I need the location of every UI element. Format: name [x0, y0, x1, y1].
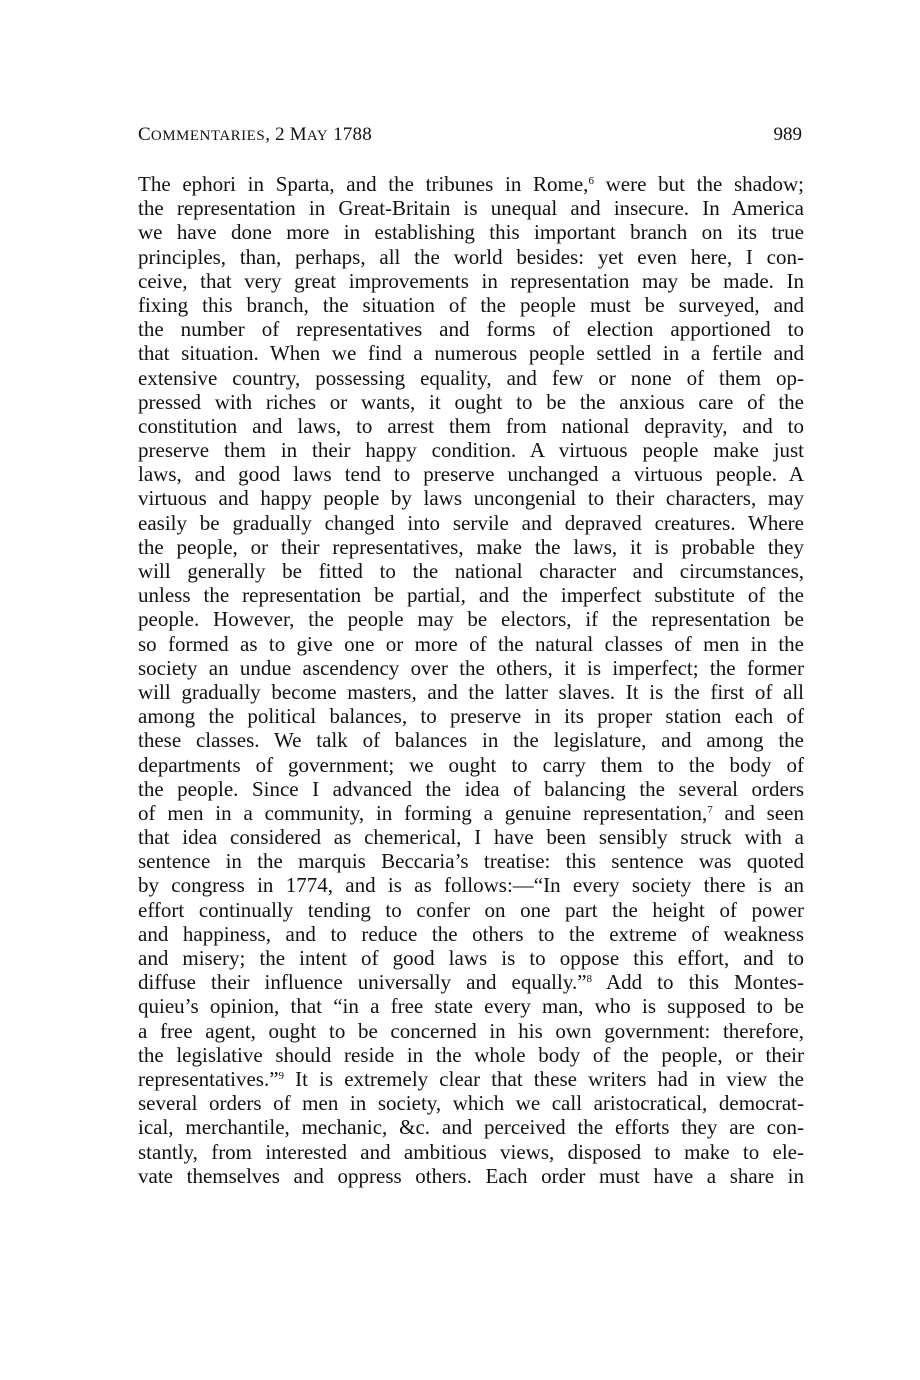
text-segment: easily be gradually changed into servile and depraved creatures. Where [138, 510, 804, 535]
text-segment: people. However, the people may be electors, if the representation be [138, 607, 804, 632]
text-line [138, 1164, 804, 1188]
text-line [138, 390, 804, 414]
text-line [138, 366, 804, 390]
text-segment: these classes. We talk of balances in the legislature, and among the [138, 728, 804, 753]
text-line [138, 1140, 804, 1164]
running-head-date-part: , 2 M [265, 124, 307, 145]
text-line [138, 438, 804, 462]
running-head-smallcaps: OMMENTARIES [150, 128, 266, 144]
text-segment: and seen [712, 800, 804, 825]
running-head-year: 1788 [328, 124, 372, 145]
text-segment: society an undue ascendency over the others, it is imperfect; the former [138, 655, 804, 680]
text-line [138, 1091, 804, 1115]
text-line [138, 873, 804, 897]
text-line [138, 317, 804, 341]
text-line [138, 994, 804, 1018]
text-line [138, 511, 804, 535]
text-segment: sentence in the marquis Beccaria’s treatise: this sentence was quoted [138, 849, 804, 874]
text-line [138, 680, 804, 704]
footnote-marker: 8 [586, 973, 593, 986]
text-segment: by congress in 1774, and is as follows:—“In every society there is an [138, 873, 804, 898]
text-segment: several orders of men in society, which we call aristocratical, democrat- [138, 1091, 804, 1116]
text-line [138, 559, 804, 583]
text-line [138, 341, 804, 365]
text-segment: will generally be fitted to the national character and circumstances, [138, 559, 804, 583]
text-line [138, 704, 804, 728]
page-number: 989 [773, 124, 802, 145]
text-line [138, 1067, 804, 1091]
text-segment: The ephori in Sparta, and the tribunes in Rome, [138, 172, 589, 196]
text-line [138, 535, 804, 559]
running-head [138, 124, 372, 146]
text-line [138, 656, 804, 680]
text-line [138, 632, 804, 656]
text-segment: will gradually become masters, and the latter slaves. It is the first of all [138, 679, 804, 704]
text-line [138, 245, 804, 269]
text-line [138, 1115, 804, 1139]
text-line [138, 898, 804, 922]
text-segment: virtuous and happy people by laws uncongenial to their characters, may [138, 486, 804, 511]
text-segment: among the political balances, to preserve in its proper station each of [138, 704, 804, 729]
text-segment: pressed with riches or wants, it ought to be the anxious care of the [138, 389, 804, 414]
text-line [138, 607, 804, 631]
footnote-marker: 6 [588, 175, 594, 187]
text-segment: so formed as to give one or more of the natural classes of men in the [138, 631, 804, 656]
text-line [138, 825, 804, 849]
text-segment: extensive country, possessing equality, and few or none of them op- [138, 365, 804, 390]
text-segment: a free agent, ought to be concerned in his own government: therefore, [138, 1018, 804, 1043]
text-line [138, 801, 804, 825]
text-segment: quieu’s opinion, that “in a free state every man, who is supposed to be [138, 994, 804, 1019]
running-head-initial: C [138, 124, 151, 145]
text-segment: the legislative should reside in the whole body of the people, or their [138, 1042, 804, 1067]
text-line [138, 196, 804, 220]
text-line [138, 486, 804, 510]
text-segment: preserve them in their happy condition. A virtuous people make just [138, 438, 804, 463]
text-segment: stantly, from interested and ambitious views, disposed to make to ele- [138, 1139, 804, 1164]
text-segment: unless the representation be partial, and the imperfect substitute of the [138, 583, 804, 608]
text-line [138, 849, 804, 873]
text-segment: that situation. When we find a numerous people settled in a fertile and [138, 341, 804, 366]
text-segment: we have done more in establishing this important branch on its true [138, 220, 804, 245]
text-line [138, 269, 804, 293]
text-line [138, 728, 804, 752]
text-segment: the representation in Great-Britain is unequal and insecure. In America [138, 196, 804, 221]
footnote-marker: 9 [278, 1069, 285, 1082]
text-line [138, 1043, 804, 1067]
text-line [138, 172, 804, 196]
text-segment: It is extremely clear that these writers had in view the [284, 1066, 804, 1091]
page-header [138, 124, 802, 150]
text-line [138, 220, 804, 244]
text-segment: the number of representatives and forms of election apportioned to [138, 317, 804, 342]
text-segment: of men in a community, in forming a genuine representation, [138, 800, 708, 825]
text-segment: principles, than, perhaps, all the world besides: yet even here, I con- [138, 244, 804, 269]
text-line [138, 777, 804, 801]
text-line [138, 414, 804, 438]
text-segment: and misery; the intent of good laws is to oppose this effort, and to [138, 946, 804, 970]
text-line [138, 753, 804, 777]
text-segment: fixing this branch, the situation of the people must be surveyed, and [138, 292, 804, 317]
text-segment: the people. Since I advanced the idea of balancing the several orders [138, 776, 804, 801]
text-segment: that idea considered as chemerical, I have been sensibly struck with a [138, 825, 804, 850]
running-head-month-smallcaps: AY [306, 128, 329, 144]
text-segment: were but the shadow; [593, 172, 804, 196]
text-segment: vate themselves and oppress others. Each order must have a share in [138, 1163, 804, 1188]
text-segment: the people, or their representatives, make the laws, it is probable they [138, 534, 804, 559]
text-segment: and happiness, and to reduce the others to the extreme of weakness [138, 921, 804, 946]
text-line [138, 1019, 804, 1043]
text-segment: effort continually tending to confer on one part the height of power [138, 897, 804, 922]
body-text [138, 172, 804, 1188]
text-segment: ical, merchantile, mechanic, &c. and perceived the efforts they are con- [138, 1115, 804, 1140]
text-line [138, 293, 804, 317]
text-line [138, 970, 804, 994]
footnote-marker: 7 [707, 803, 713, 816]
text-segment: departments of government; we ought to carry them to the body of [138, 752, 804, 777]
text-segment: representatives.” [138, 1066, 279, 1091]
text-segment: laws, and good laws tend to preserve unchanged a virtuous people. A [138, 462, 804, 487]
text-segment: Add to this Montes- [592, 970, 804, 995]
text-line [138, 462, 804, 486]
text-segment: constitution and laws, to arrest them from national depravity, and to [138, 413, 804, 438]
text-segment: diffuse their influence universally and equally.” [138, 970, 587, 995]
text-segment: ceive, that very great improvements in representation may be made. In [138, 268, 804, 293]
text-line [138, 946, 804, 970]
text-line [138, 583, 804, 607]
text-line [138, 922, 804, 946]
